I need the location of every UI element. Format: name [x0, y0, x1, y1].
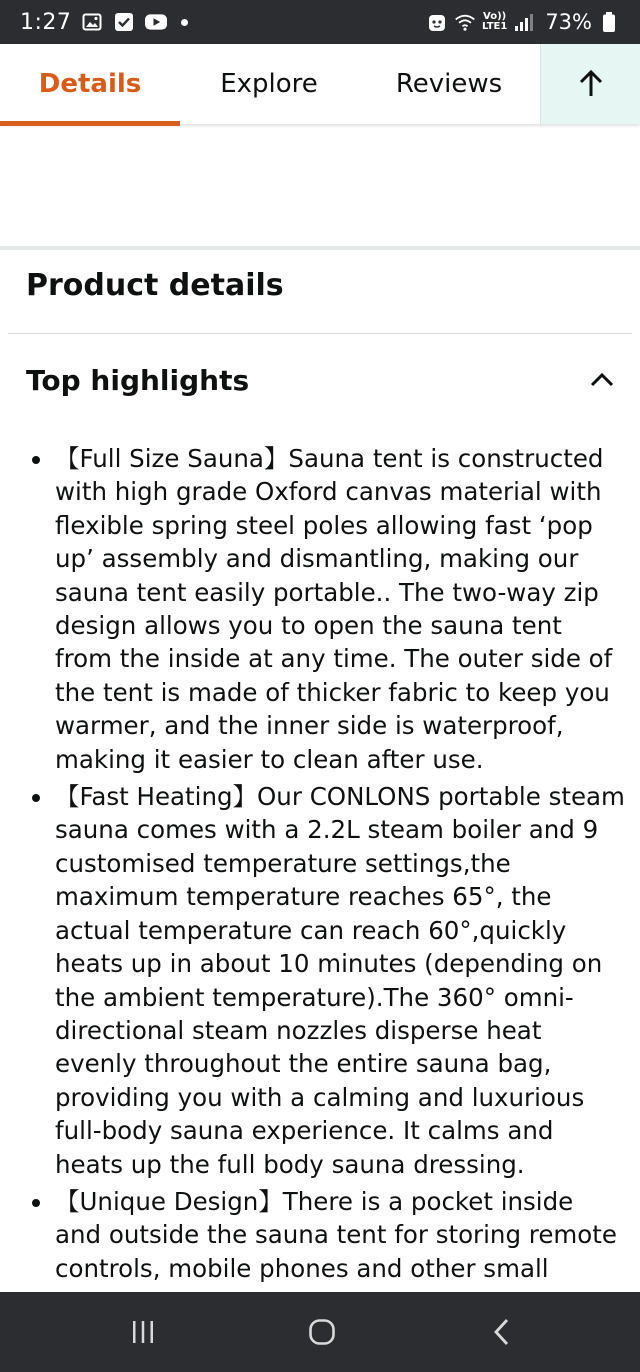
back-to-top-button[interactable] [540, 44, 640, 124]
alarm-icon [426, 11, 448, 33]
tab-explore-label: Explore [220, 69, 318, 99]
tab-details-label: Details [38, 69, 142, 99]
status-left [20, 10, 188, 35]
home-icon [308, 1318, 336, 1346]
signal-icon [513, 11, 535, 33]
tab-reviews[interactable] [358, 44, 540, 124]
back-icon [490, 1317, 514, 1347]
chevron-up-icon [588, 366, 616, 394]
product-details-heading: Product details [26, 268, 284, 303]
volte-line2: LTE1 [481, 21, 508, 32]
divider [8, 333, 632, 334]
highlights-list [0, 442, 640, 1292]
top-highlights-heading: Top highlights [26, 364, 250, 397]
status-time: 1:27 [20, 9, 72, 35]
battery-icon [598, 11, 620, 33]
recent-apps-button[interactable] [123, 1312, 163, 1352]
youtube-icon [145, 11, 167, 33]
more-notifications-dot [181, 19, 188, 26]
tab-reviews-label: Reviews [395, 69, 503, 99]
active-tab-indicator [0, 121, 180, 126]
system-nav-bar [0, 1292, 640, 1372]
list-item: 【Full Size Sauna】Sauna tent is constructed with high grade Oxford canvas material with flexible spring steel poles allowing fast ‘pop up’ assembly and dismantling, making our sauna tent easily portable.. The two-way zip design allows you to open the sauna tent from the inside at any time. The outer side of the tent is made of thicker fabric to keep you warmer, and the inner side is waterproof, making it easier to clean after use. [0, 442, 640, 776]
list-item: 【Unique Design】There is a pocket inside and outside the sauna tent for storing remote controls, mobile phones and other small [0, 1185, 640, 1285]
recents-icon [130, 1319, 156, 1345]
back-button[interactable] [482, 1312, 522, 1352]
gallery-icon [81, 11, 103, 33]
tab-details[interactable] [0, 44, 180, 124]
status-bar [0, 0, 640, 44]
checkbox-notification-icon [113, 11, 135, 33]
status-right [426, 10, 620, 34]
volte-indicator [482, 12, 507, 32]
tab-explore[interactable] [180, 44, 358, 124]
arrow-up-icon [577, 69, 605, 99]
wifi-icon [454, 11, 476, 33]
tab-bar [0, 44, 640, 124]
battery-percent: 73% [545, 10, 592, 34]
section-separator [0, 246, 640, 250]
volte-line1: Vo)) [483, 11, 507, 22]
home-button[interactable] [302, 1312, 342, 1352]
top-highlights-toggle[interactable] [0, 350, 640, 414]
list-item: 【Fast Heating】Our CONLONS portable steam sauna comes with a 2.2L steam boiler and 9 customised temperature settings,the maximum temperature reaches 65°, the actual temperature can reach 60°,quickly heats up in about 10 minutes (depending on the ambient temperature).The 360° omni-directional steam nozzles disperse heat evenly throughout the entire sauna bag, providing you with a calming and luxurious full-body sauna experience. It calms and heats up the full body sauna dressing. [0, 780, 640, 1181]
